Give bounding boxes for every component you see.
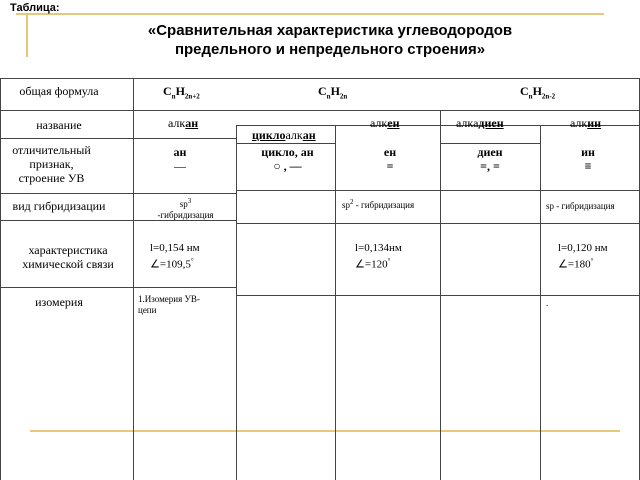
chem-line-2: химической связи: [22, 257, 114, 271]
hybrid-alkene: $sp^2$ - гибридизация: [342, 198, 415, 210]
name-alkene: алкен: [370, 116, 400, 130]
slide-label: Таблица:: [10, 2, 60, 14]
row-label-chem: [4, 243, 132, 271]
name-alkane: алкан: [168, 116, 199, 130]
grid-line: [236, 223, 640, 224]
chem-line-1: характеристика: [28, 243, 108, 257]
grid-line: [540, 125, 541, 480]
formula-cyclo-alkene: $C_nH_{2n}$: [318, 84, 348, 101]
grid-line: [0, 193, 236, 194]
grid-line: [0, 110, 133, 111]
name-alkyne: алкин: [570, 116, 602, 130]
row-label-formula: общая формула: [19, 84, 99, 98]
decor-top-line: [16, 13, 604, 15]
hybrid-alkyne: sp - гибридизация: [546, 201, 615, 211]
grid-line: [335, 125, 336, 480]
decor-left-line: [26, 13, 28, 57]
grid-line: [236, 125, 237, 480]
feature-line-2: признак,: [29, 157, 74, 171]
row-label-name: название: [36, 118, 82, 132]
feature-alkene: ен =: [383, 145, 397, 173]
isomer-alkane: 1.Изомерия УВ- цепи: [138, 294, 200, 315]
grid-line: [236, 143, 335, 144]
name-cycloalkane: циклоалкан: [252, 128, 316, 142]
isomer-alkyne: .: [546, 298, 549, 308]
grid-line: [335, 190, 440, 191]
grid-line: [440, 143, 540, 144]
feature-alkane: ан —: [173, 145, 187, 173]
grid-line: [236, 295, 640, 296]
slide-title: [40, 21, 620, 59]
decor-bottom-line: [30, 430, 620, 432]
formula-alkane: $C_nH_{2n+2}$: [163, 84, 200, 101]
grid-line: [0, 138, 236, 139]
chem-alkene: l=0,134нм ∠=120°: [355, 242, 402, 271]
feature-alkyne: ин ≡: [581, 145, 595, 173]
feature-line-3: строение УВ: [18, 171, 85, 185]
title-line-1: «Сравнительная характеристика углеводородов: [147, 22, 513, 39]
grid-line: [540, 190, 640, 191]
row-label-hybrid: вид гибридизации: [12, 199, 106, 213]
feature-diene: диен =, =: [477, 145, 503, 173]
grid-line: [0, 287, 236, 288]
grid-line: [0, 78, 640, 79]
row-label-isomer: изомерия: [35, 295, 83, 309]
chem-alkyne: l=0,120 нм ∠=180°: [558, 242, 608, 271]
feature-cyclo: цикло, ан ○ , —: [261, 145, 314, 173]
grid-line: [440, 190, 540, 191]
chem-alkane: l=0,154 нм ∠=109,5°: [150, 242, 200, 271]
feature-line-1: отличительный: [12, 143, 91, 157]
row-label-feature: [4, 143, 99, 185]
grid-line: [133, 110, 640, 111]
name-diene: алкадиен: [456, 116, 504, 130]
title-line-2: предельного и непредельного строения»: [174, 41, 486, 58]
hybrid-alkane: $sp^3$ -гибридизация: [157, 197, 214, 220]
grid-line: [236, 190, 335, 191]
formula-diene-alkyne: $C_nH_{2n-2}$: [520, 84, 556, 101]
